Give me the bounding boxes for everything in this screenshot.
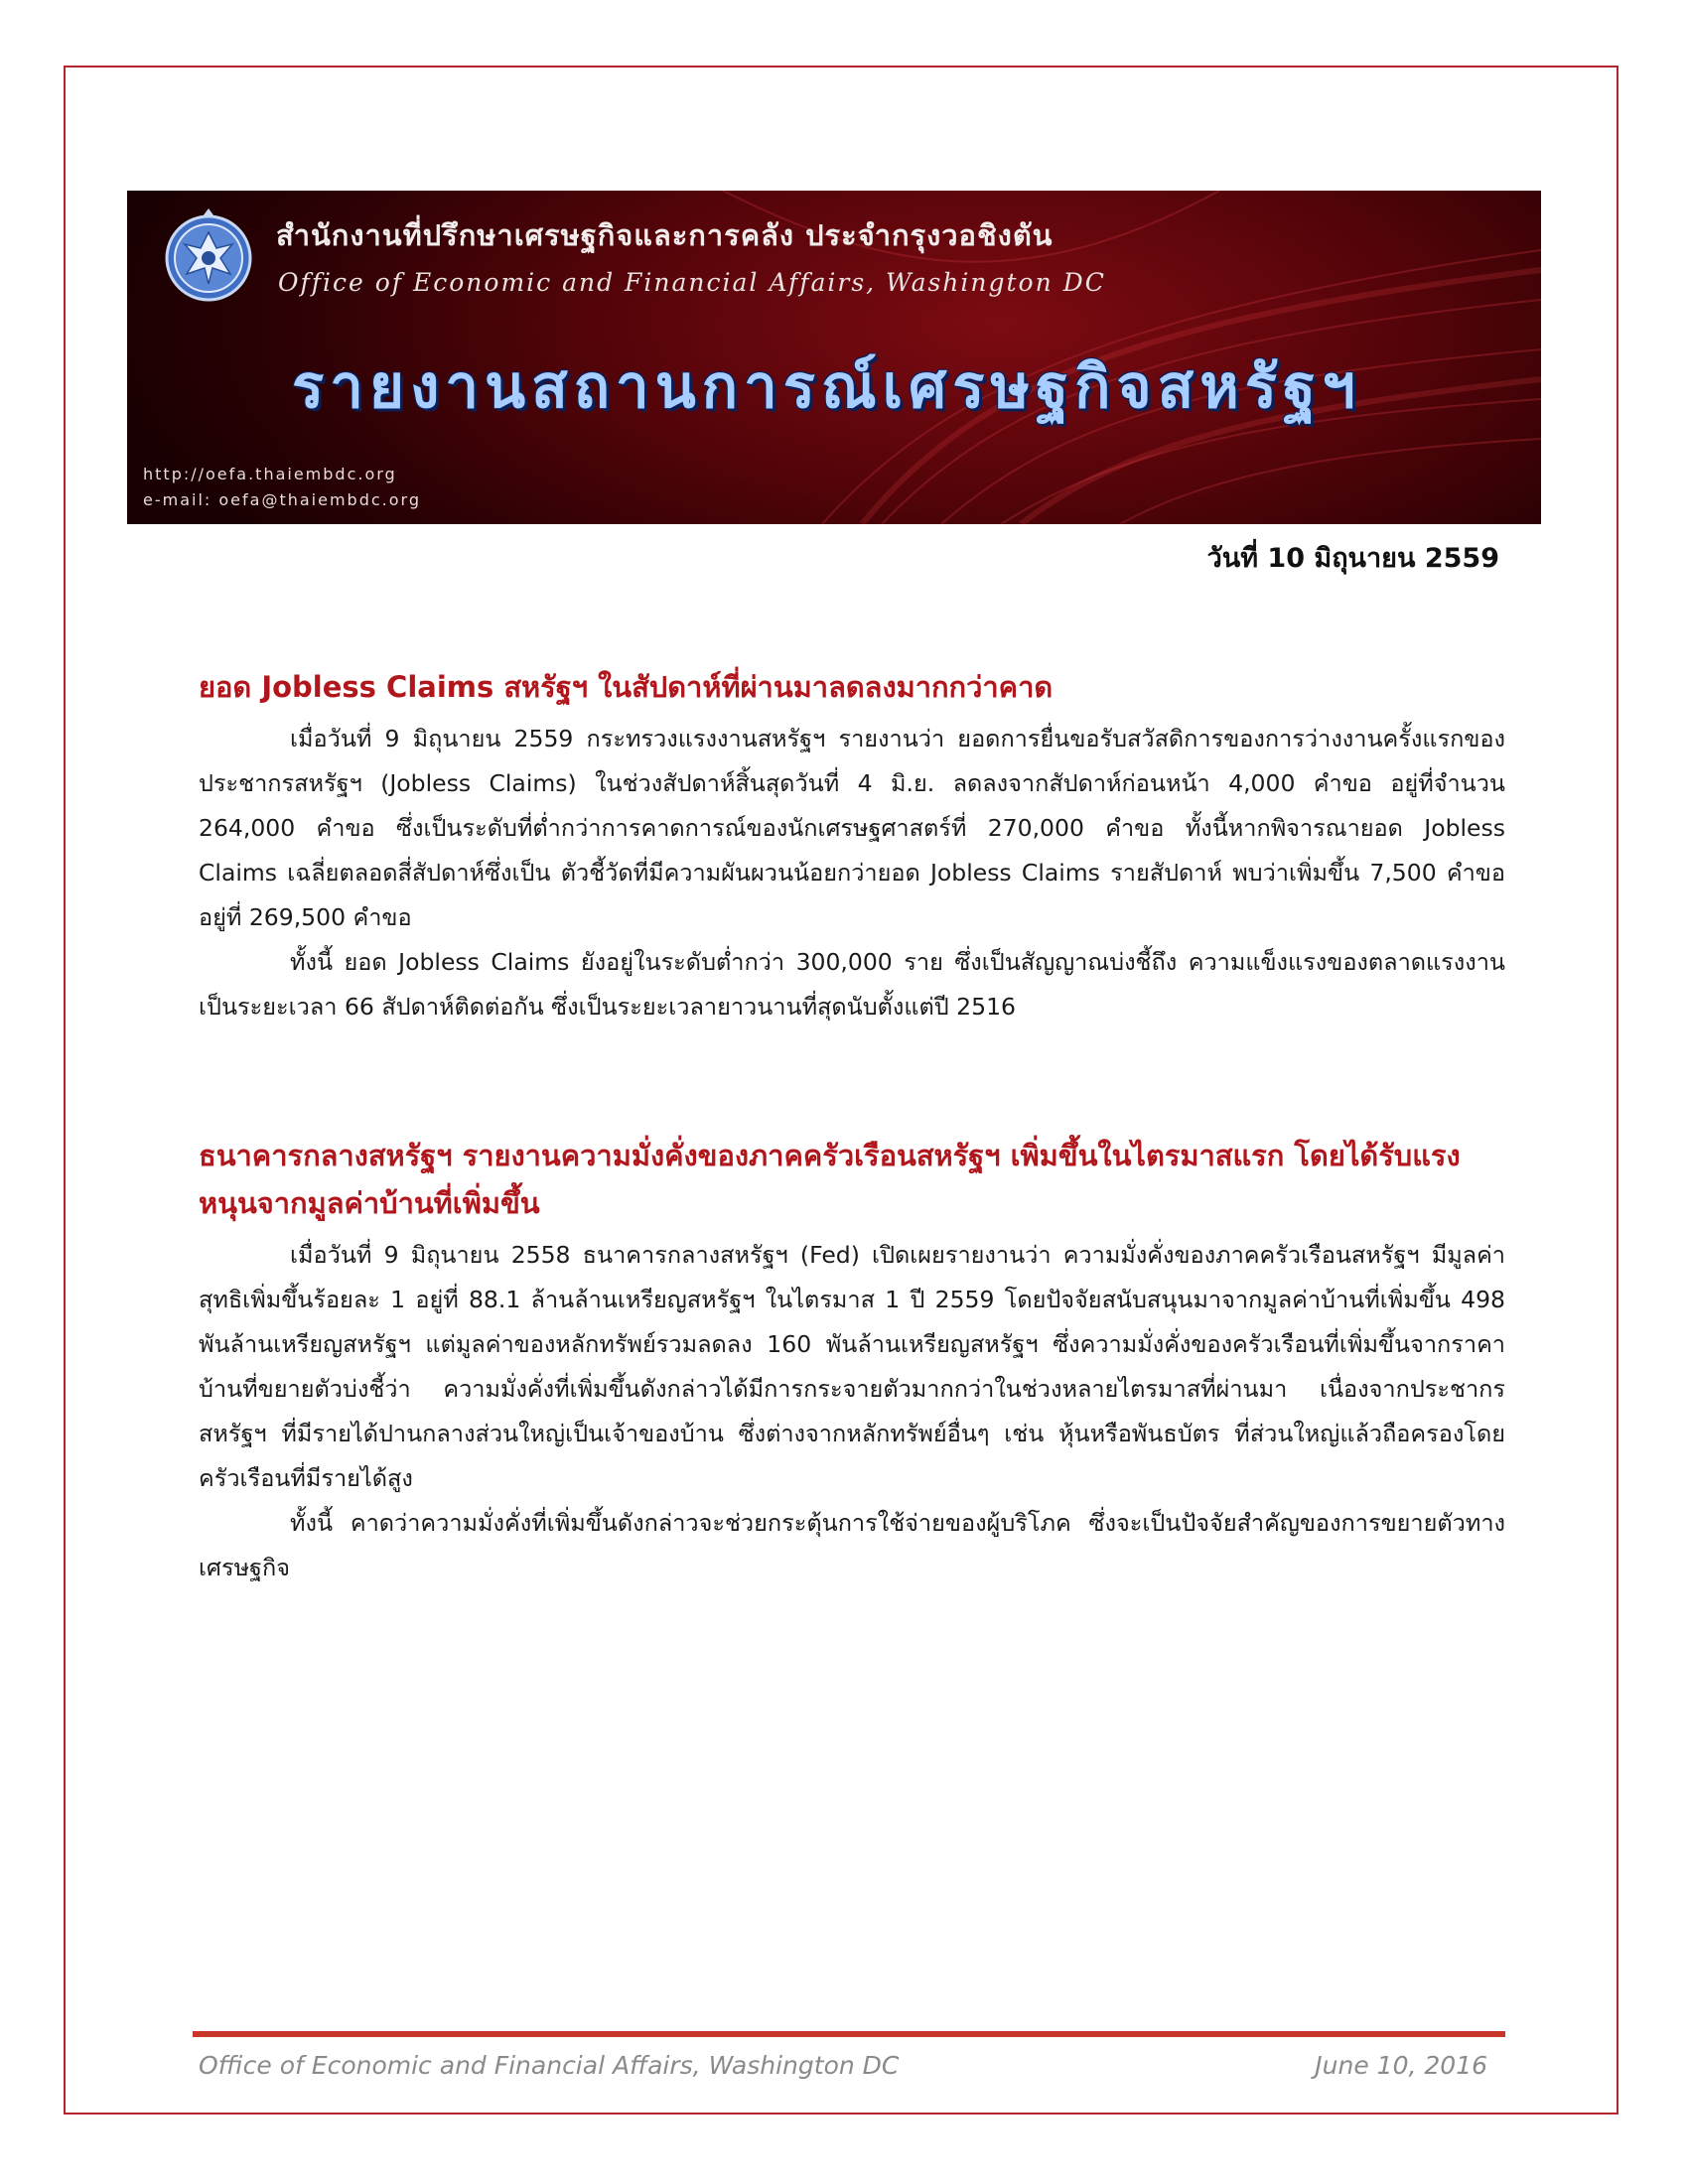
footer-divider (193, 2031, 1505, 2037)
report-date: วันที่ 10 มิถุนายน 2559 (1206, 543, 1499, 574)
article-heading: ยอด Jobless Claims สหรัฐฯ ในสัปดาห์ที่ผ่านมาลดลงมากกว่าคาด (199, 670, 1054, 704)
article-paragraph: เมื่อวันที่ 9 มิถุนายน 2559 กระทรวงแรงงานสหรัฐฯ รายงานว่า ยอดการยื่นขอรับสวัสดิการของการว่างงานครั้งแรกของประชากรสหรัฐฯ (Jobless Claims) ในช่วงสัปดาห์สิ้นสุดวันที่ 4 มิ.ย. ลดลงจากสัปดาห์ก่อนหน้า 4,000 คำขอ อยู่ที่จำนวน 264,000 คำขอ ซึ่งเป็นระดับที่ต่ำกว่าการคาดการณ์ของนักเศรษฐศาสตร์ที่ 270,000 คำขอ ทั้งนี้หากพิจารณายอด Jobless Claims เฉลี่ยตลอดสี่สัปดาห์ซึ่งเป็น ตัวชี้วัดที่มีความผันผวนน้อยกว่ายอด Jobless Claims รายสัปดาห์ พบว่าเพิ่มขึ้น 7,500 คำขอ อยู่ที่ 269,500 คำขอ (199, 725, 1505, 931)
article-household-wealth (199, 1132, 1505, 1590)
article-paragraph: ทั้งนี้ คาดว่าความมั่งคั่งที่เพิ่มขึ้นดังกล่าวจะช่วยกระตุ้นการใช้จ่ายของผู้บริโภค ซึ่งจะเป็นปัจจัยสำคัญของการขยายตัวทางเศรษฐกิจ (199, 1509, 1505, 1581)
garuda-emblem-icon (163, 208, 254, 312)
header-banner (127, 191, 1541, 524)
organization-name-thai: สำนักงานที่ปรึกษาเศรษฐกิจและการคลัง ประจำกรุงวอชิงตัน (276, 218, 1054, 252)
contact-email[interactable]: e-mail: oefa@thaiembdc.org (143, 490, 421, 509)
footer-organization: Office of Economic and Financial Affairs, Washington DC (199, 2051, 900, 2080)
footer-date: June 10, 2016 (1315, 2051, 1487, 2080)
article-paragraph: ทั้งนี้ ยอด Jobless Claims ยังอยู่ในระดับต่ำกว่า 300,000 ราย ซึ่งเป็นสัญญาณบ่งชี้ถึง ความแข็งแรงของตลาดแรงงาน เป็นระยะเวลา 66 สัปดาห์ติดต่อกัน ซึ่งเป็นระยะเวลายาวนานที่สุดนับตั้งแต่ปี 2516 (199, 948, 1505, 1021)
article-heading: ธนาคารกลางสหรัฐฯ รายงานความมั่งคั่งของภาคครัวเรือนสหรัฐฯ เพิ่มขึ้นในไตรมาสแรก โดยได้รับแรงหนุนจากมูลค่าบ้านที่เพิ่มขึ้น (199, 1139, 1461, 1220)
report-title: รายงานสถานการณ์เศรษฐกิจสหรัฐฯ (292, 352, 1361, 422)
organization-name-english: Office of Economic and Financial Affairs, Washington DC (278, 268, 1106, 297)
website-url[interactable]: http://oefa.thaiembdc.org (143, 465, 397, 483)
article-paragraph: เมื่อวันที่ 9 มิถุนายน 2558 ธนาคารกลางสหรัฐฯ (Fed) เปิดเผยรายงานว่า ความมั่งคั่งของภาคครัวเรือนสหรัฐฯ มีมูลค่าสุทธิเพิ่มขึ้นร้อยละ 1 อยู่ที่ 88.1 ล้านล้านเหรียญสหรัฐฯ ในไตรมาส 1 ปี 2559 โดยปัจจัยสนับสนุนมาจากมูลค่าบ้านที่เพิ่มขึ้น 498 พันล้านเหรียญสหรัฐฯ แต่มูลค่าของหลักทรัพย์รวมลดลง 160 พันล้านเหรียญสหรัฐฯ ซึ่งความมั่งคั่งของครัวเรือนที่เพิ่มขึ้นจากราคาบ้านที่ขยายตัวบ่งชี้ว่า ความมั่งคั่งที่เพิ่มขึ้นดังกล่าวได้มีการกระจายตัวมากกว่าในช่วงหลายไตรมาสที่ผ่านมา เนื่องจากประชากรสหรัฐฯ ที่มีรายได้ปานกลางส่วนใหญ่เป็นเจ้าของบ้าน ซึ่งต่างจากหลักทรัพย์อื่นๆ เช่น หุ้นหรือพันธบัตร ที่ส่วนใหญ่แล้วถือครองโดยครัวเรือนที่มีรายได้สูง (199, 1241, 1505, 1492)
article-jobless-claims (199, 663, 1505, 1029)
